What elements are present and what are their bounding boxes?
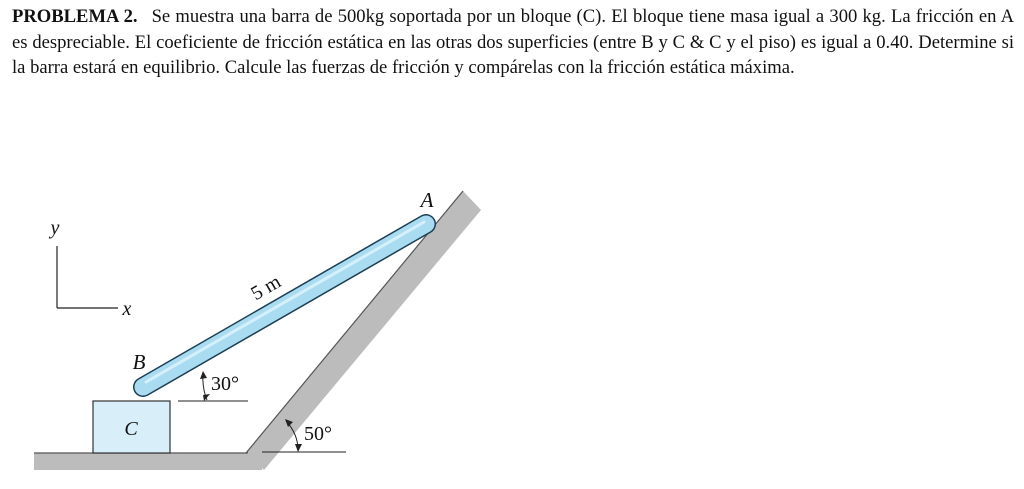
point-b-label: B bbox=[132, 350, 146, 374]
bar-angle-label: 30° bbox=[211, 373, 239, 395]
floor bbox=[34, 453, 262, 470]
problem-text: Se muestra una barra de 500kg soportada por un bloque (C). El bloque tiene masa igual a 300 kg. La fricción en A es despreciable. El coeficiente de fricción estática en las otras dos superficies (entre B y C & C y el piso) es igual a 0.40. Determine si la barra estará en equilibrio. Calcule las fuerzas de fricción y compárelas con la fricción estática máxima. bbox=[12, 6, 1015, 78]
block-c-label: C bbox=[124, 418, 138, 440]
x-axis-label: x bbox=[122, 298, 132, 320]
inclined-surface bbox=[246, 191, 481, 470]
bar-angle-arrow-top bbox=[200, 371, 207, 379]
bar-length-label: 5 m bbox=[247, 270, 285, 305]
problem-label: PROBLEMA 2. bbox=[12, 6, 138, 27]
y-axis-label: y bbox=[50, 217, 60, 239]
wall-angle-label: 50° bbox=[304, 423, 332, 445]
point-a-label: A bbox=[420, 188, 434, 212]
wall-angle-arrow-bottom bbox=[295, 444, 302, 452]
